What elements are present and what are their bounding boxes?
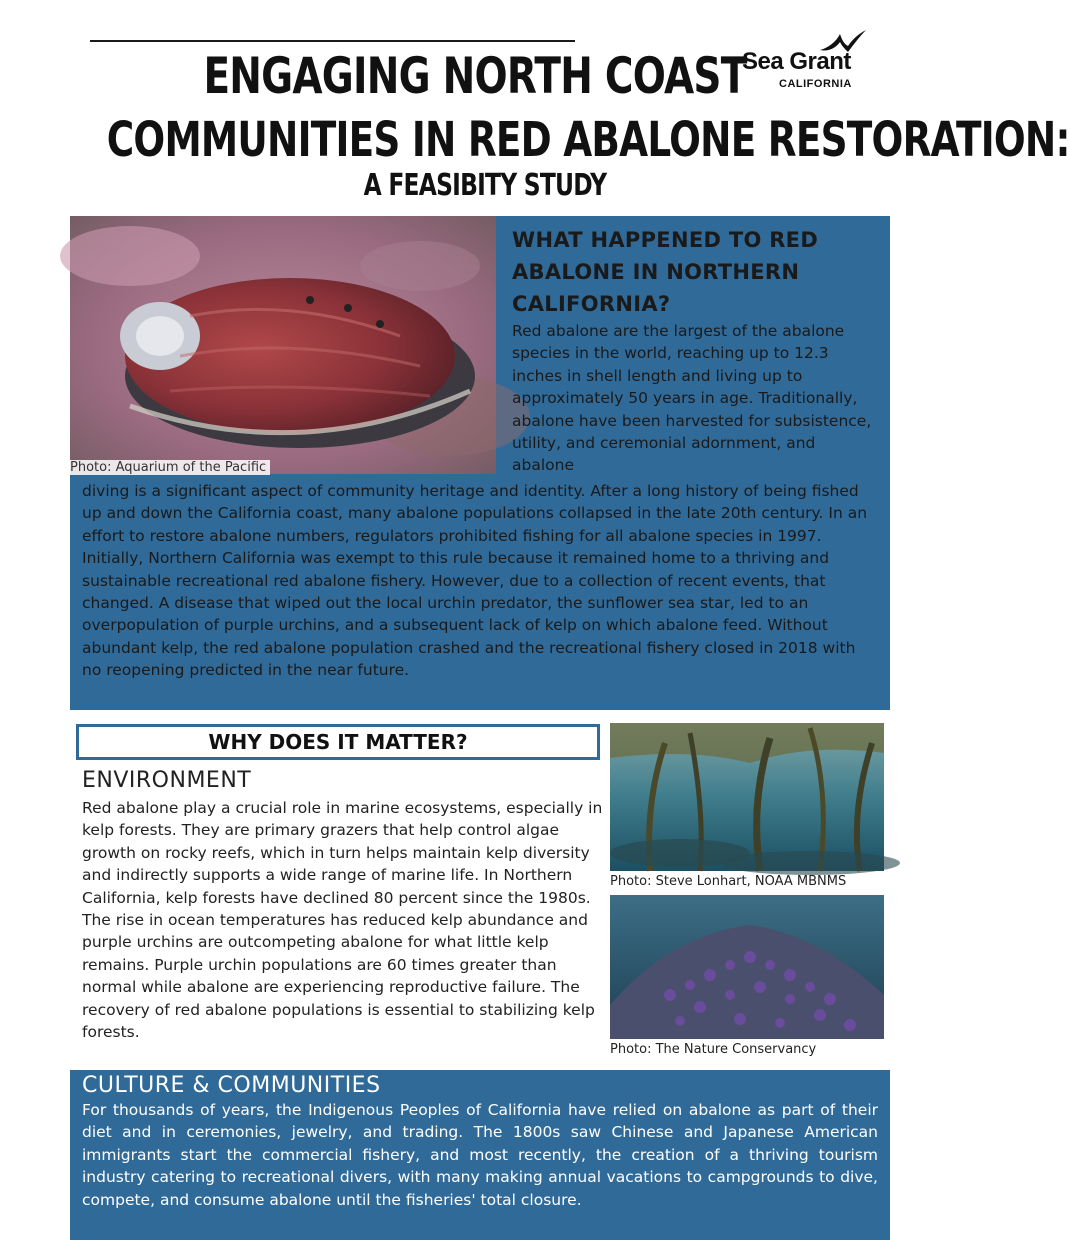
intro-text-full: diving is a significant aspect of community heritage and identity. After a long history of being fished up and down the California coast, many abalone populations collapsed in the late 20th century. In an effort to restore abalone numbers, regulators prohibited fishing for all abalone species in 1997. Initially, Northern California was exempt to this rule because it remained home to a thriving and sustainable recreational red abalone fishery. However, due to a collection of recent events, that changed. A disease that wiped out the local urchin predator, the sunflower sea star, led to an overpopulation of purple urchins, and a subsequent lack of kelp on which abalone feed. Without abundant kelp, the red abalone population crashed and the recreational fishery closed in 2018 with no reopening predicted in the near future. xyxy=(82,482,868,680)
title-line-2: COMMUNITIES IN RED ABALONE RESTORATION: xyxy=(106,112,1070,168)
environment-text: Red abalone play a crucial role in marine ecosystems, especially in kelp forests. They are primary grazers that help control algae growth on rocky reefs, which in turn helps maintain kelp diversity and indirectly supports a wide range of marine life. In Northern California, kelp forests have declined 80 percent since the 1980s. The rise in ocean temperatures has reduced kelp abundance and purple urchins are outcompeting abalone for what little kelp remains. Purple urchin populations are 60 times greater than normal while abalone are experiencing reproductive failure. The recovery of red abalone populations is essential to stabilizing kelp forests. xyxy=(82,799,603,1042)
kelp-forest-photo xyxy=(610,723,884,871)
abalone-photo xyxy=(70,216,496,474)
why-matter-heading: WHY DOES IT MATTER? xyxy=(76,724,600,760)
culture-text: For thousands of years, the Indigenous Peoples of California have relied on abalone as part of their diet and in ceremonies, jewelry, and trading. The 1800s saw Chinese and Japanese American immigrants start the commercial fishery, and most recently, the creation of a thriving tourism industry catering to recreational divers, with many making annual vacations to campgrounds to dive, compete, and consume abalone until the fisheries' total closure. xyxy=(82,1101,878,1209)
environment-heading: ENVIRONMENT xyxy=(82,768,252,793)
title-line-3: A FEASIBITY STUDY xyxy=(363,168,607,203)
logo-subtext: CALIFORNIA xyxy=(779,78,852,90)
abalone-photo-caption: Photo: Aquarium of the Pacific xyxy=(70,460,270,475)
culture-heading: CULTURE & COMMUNITIES xyxy=(82,1073,381,1098)
intro-heading: WHAT HAPPENED TO RED ABALONE IN NORTHERN CALIFORNIA? xyxy=(512,228,819,316)
urchin-photo-caption: Photo: The Nature Conservancy xyxy=(610,1042,817,1057)
sea-grant-logo xyxy=(742,28,882,88)
intro-text-wrap: Red abalone are the largest of the abalone species in the world, reaching up to 12.3 inches in shell length and living up to approximately 50 years in age. Traditionally, abalone have been harvested for subsistence, utility, and ceremonial adornment, and abalone xyxy=(512,322,872,475)
logo-text: Sea Grant xyxy=(742,48,851,75)
purple-urchin-photo xyxy=(610,895,884,1039)
header-rule xyxy=(90,40,575,42)
kelp-photo-caption: Photo: Steve Lonhart, NOAA MBNMS xyxy=(610,874,847,889)
title-line-1: ENGAGING NORTH COAST xyxy=(203,47,747,105)
